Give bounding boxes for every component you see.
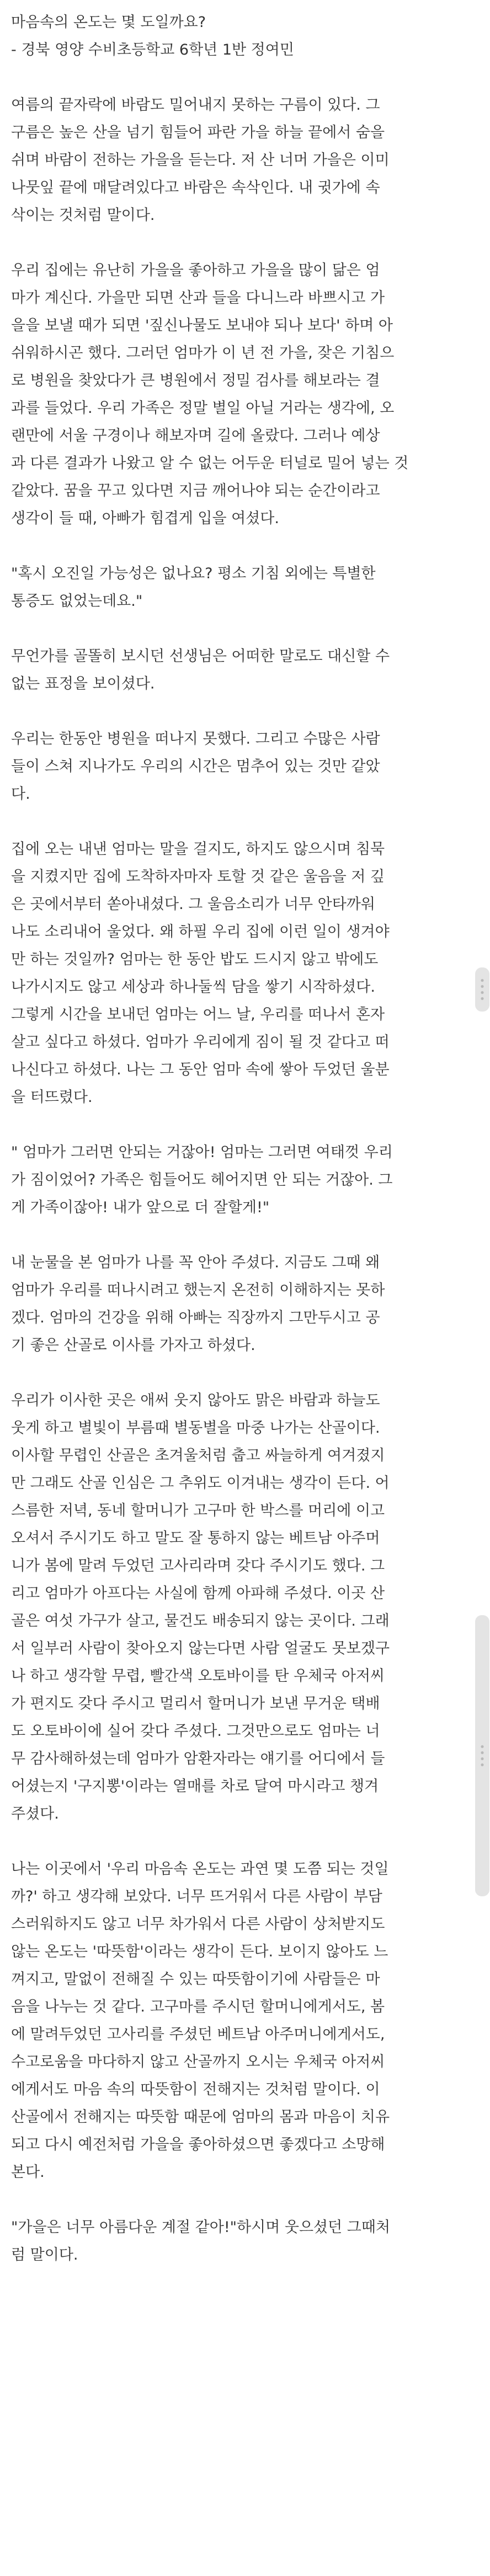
paragraph-4: 무언가를 골똘히 보시던 선생님은 어떠한 말로도 대신할 수 없는 표정을 보이셨다. (11, 648, 390, 692)
paragraph-1: 여름의 끝자락에 바람도 밀어내지 못하는 구름이 있다. 그 구름은 높은 산을 넘기 힘들어 파란 가을 하늘 끝에서 숨을 쉬며 바람이 전하는 가을을 듣는다. 저 산 너머 가을은 이미 나뭇잎 끝에 매달려있다고 바람은 속삭인다. 내 귓가에 속 삭이는 것처럼 말이다. (11, 96, 390, 224)
paragraph-9: 우리가 이사한 곳은 애써 웃지 않아도 맑은 바람과 하늘도 웃게 하고 별빛이 부름때 별동별을 마중 나가는 산골이다. 이사할 무렵인 산골은 초겨울처럼 춥고 싸늘하게 여겨졌지 만 그래도 산골 인심은 그 추위도 이겨내는 생각이 든다. 어 스름한 저녁, 동네 할머니가 고구마 한 박스를 머리에 이고 오셔서 주시기도 하고 말도 잘 통하지 않는 베트남 아주머 니가 봄에 말려 두었던 고사리라며 갖다 주시기도 했다. 그 리고 엄마가 아프다는 사실에 함께 아파해 주셨다. 이곳 산 골은 여섯 가구가 살고, 물건도 배송되지 않는 곳이다. 그래 서 일부러 사람이 찾아오지 않는다면 사람 얼굴도 못보겠구 나 하고 생각할 무렵, 빨간색 오토바이를 탄 우체국 아저씨 가 편지도 갖다 주시고 멀리서 할머니가 보낸 무거운 택배 도 오토바이에 실어 갖다 주셨다. 그것만으로도 엄마는 너 무 감사해하셨는데 엄마가 암환자라는 얘기를 어디에서 들 어셨는지 '구지뽕'이라는 열매를 차로 달여 마시라고 챙겨 주셨다. (11, 1392, 390, 1822)
paragraph-3: "혹시 오진일 가능성은 없나요? 평소 기침 외에는 특별한 통증도 없었는데요." (11, 565, 376, 610)
paragraph-6: 집에 오는 내낸 엄마는 말을 걸지도, 하지도 않으시며 침묵 을 지켰지만 집에 도착하자마자 토할 것 같은 울음을 저 깊 은 곳에서부터 쏟아내셨다. 그 울음소리가 너무 안타까워 나도 소리내어 울었다. 왜 하필 우리 집에 이런 일이 생겨야 만 하는 것일까? 엄마는 한 동안 밥도 드시지 않고 밖에도 나가시지도 않고 세상과 하나둘씩 담을 쌓기 시작하셨다. 그렇게 시간을 보내던 엄마는 어느 날, 우리를 떠나서 혼자 살고 싶다고 하셨다. 엄마가 우리에게 짐이 될 것 같다고 떠 나신다고 하셨다. 나는 그 동안 엄마 속에 쌓아 두었던 울분 을 터뜨렸다. (11, 841, 390, 1106)
paragraph-8: 내 눈물을 본 엄마가 나를 꼭 안아 주셨다. 지금도 그때 왜 엄마가 우리를 떠나시려고 했는지 온전히 이해하지는 못하 겠다. 엄마의 건강을 위해 아빠는 직장까지 그만두시고 공 기 좋은 산골로 이사를 가자고 하셨다. (11, 1254, 385, 1354)
paragraph-5: 우리는 한동안 병원을 떠나지 못했다. 그리고 수많은 사람 들이 스쳐 지나가도 우리의 시간은 멈추어 있는 것만 같았 다. (11, 730, 380, 803)
essay-document (11, 0, 478, 2297)
scrollbar-handle-lower[interactable] (475, 1615, 489, 1896)
grip-dots-icon (481, 1744, 484, 1768)
scrollbar-handle-upper[interactable] (475, 967, 489, 1012)
essay-title: 마음속의 온도는 몇 도일까요? (11, 14, 206, 31)
essay-author: - 경북 영양 수비초등학교 6학년 1반 정여민 (11, 41, 294, 58)
paragraph-2: 우리 집에는 유난히 가을을 좋아하고 가을을 많이 닮은 엄 마가 계신다. 가을만 되면 산과 들을 다니느라 바쁘시고 가 을을 보낼 때가 되면 '짚신나물도 보내야 되나 보다' 하며 아 쉬워하시곤 했다. 그러던 엄마가 이 년 전 가을, 잦은 기침으 로 병원을 찾았다가 큰 병원에서 정밀 검사를 해보라는 결 과를 들었다. 우리 가족은 정말 별일 아닐 거라는 생각에, 오 랜만에 서울 구경이나 해보자며 길에 올랐다. 그러나 예상 과 다른 결과가 나왔고 알 수 없는 어두운 터널로 밀어 넣는 것 같았다. 꿈을 꾸고 있다면 지금 깨어나야 되는 순간이라고 생각이 들 때, 아빠가 힘겹게 입을 여셨다. (11, 262, 409, 527)
header-spacer (11, 64, 478, 92)
paragraph-7: " 엄마가 그러면 안되는 거잖아! 엄마는 그러면 여태껏 우리 가 짐이었어? 가족은 힘들어도 헤어지면 안 되는 거잖아. 그 게 가족이잖아! 내가 앞으로 더 잘할게!" (11, 1144, 393, 1216)
paragraph-10: 나는 이곳에서 '우리 마음속 온도는 과연 몇 도쯤 되는 것일 까?' 하고 생각해 보았다. 너무 뜨거워서 다른 사람이 부담 스러워하지도 않고 너무 차가워서 다른 사람이 상처받지도 않는 온도는 '따뜻함'이라는 생각이 든다. 보이지 않아도 느 껴지고, 말없이 전해질 수 있는 따뜻함이기에 사람들은 마 음을 나누는 것 같다. 고구마를 주시던 할머니에게서도, 봄 에 말려두었던 고사리를 주셨던 베트남 아주머니에게서도, 수고로움을 마다하지 않고 산골까지 오시는 우체국 아저씨 에게서도 마음 속의 따뜻함이 전해지는 것처럼 말이다. 이 산골에서 전해지는 따뜻함 때문에 엄마의 몸과 마음이 치유 되고 다시 예전처럼 가을을 좋아하셨으면 좋겠다고 소망해 본다. (11, 1860, 390, 2181)
paragraph-11: "가을은 너무 아름다운 계절 같아!"하시며 웃으셨던 그때처 럼 말이다. (11, 2219, 391, 2263)
grip-dots-icon (481, 977, 484, 1002)
